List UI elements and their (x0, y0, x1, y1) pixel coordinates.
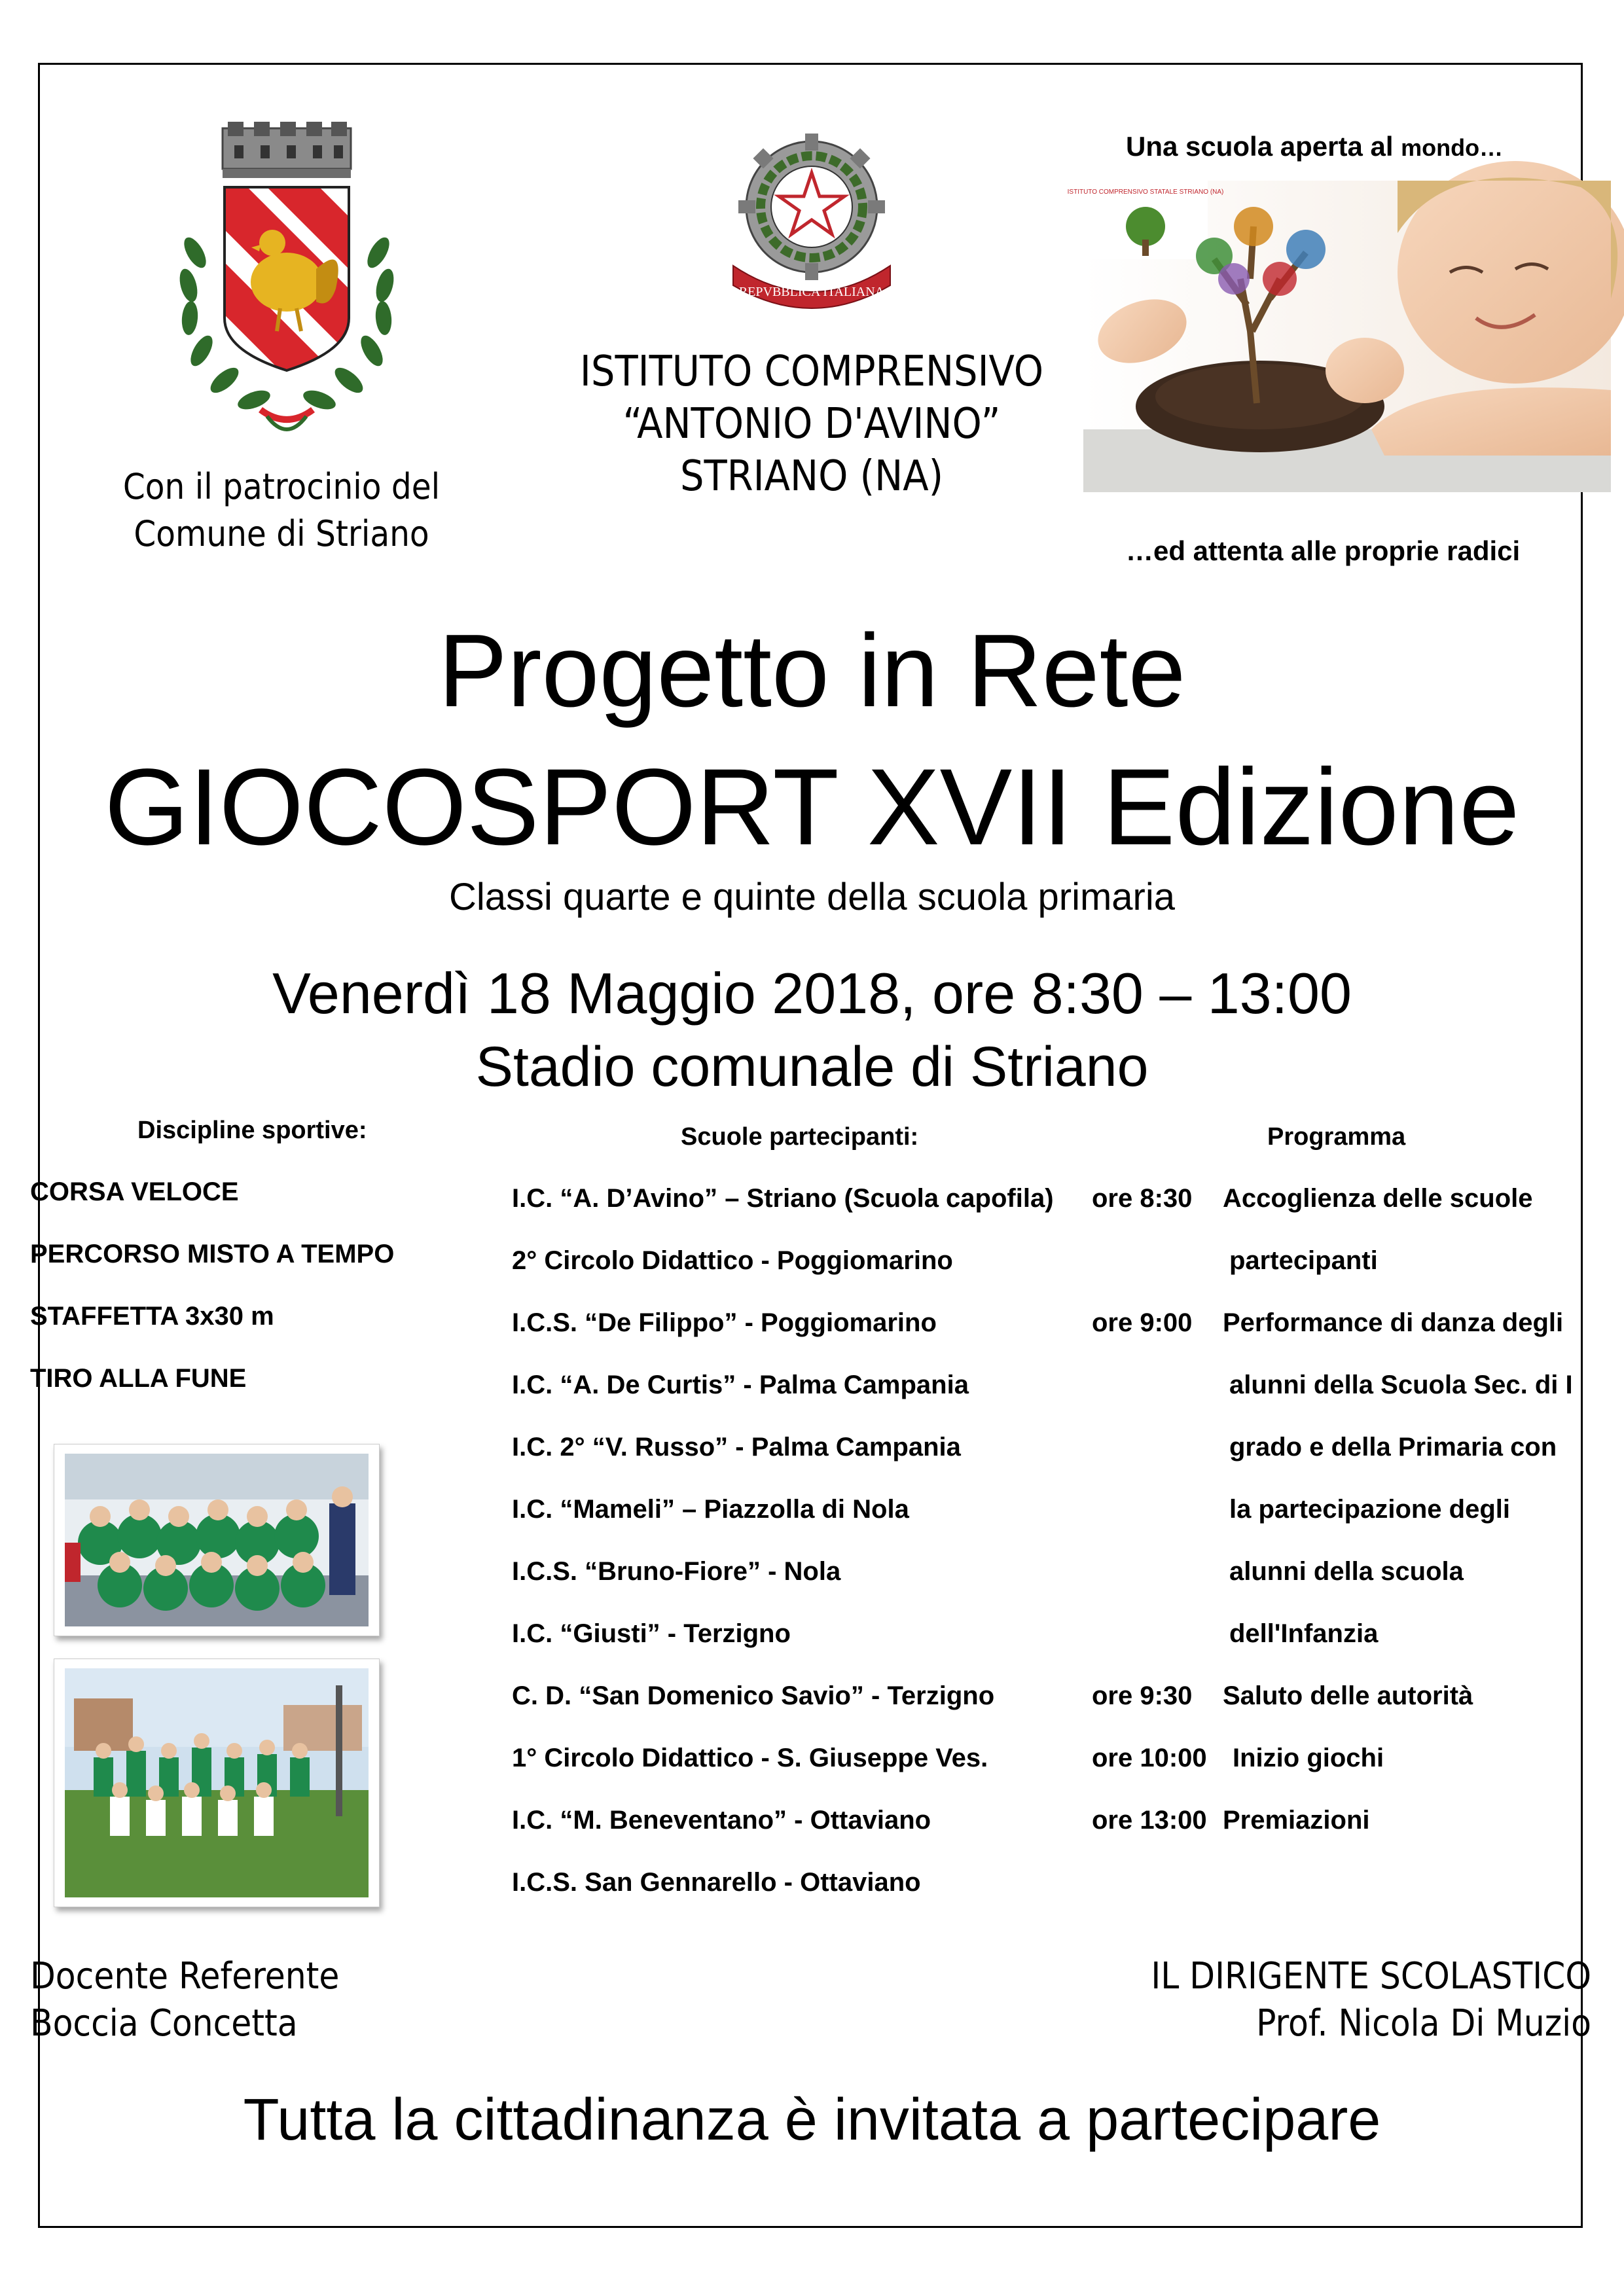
programme-text: grado e della Primaria con (1229, 1433, 1557, 1462)
school-item: I.C. “M. Beneventano” - Ottaviano (512, 1806, 931, 1835)
disciplines-list (30, 1161, 394, 1410)
patronage-text (92, 463, 471, 558)
disciplines-heading: Discipline sportive: (137, 1117, 367, 1144)
programme-text: Saluto delle autorità (1223, 1681, 1473, 1710)
schools-heading: Scuole partecipanti: (681, 1123, 919, 1151)
striano-coat-of-arms (162, 122, 411, 449)
discipline-item: STAFFETTA 3x30 m (30, 1302, 274, 1331)
programme-text: Premiazioni (1223, 1806, 1370, 1835)
principal-role: IL DIRIGENTE SCOLASTICO (1151, 1955, 1591, 1998)
school-item: I.C.S. San Gennarello - Ottaviano (512, 1868, 921, 1897)
team-photo-1 (54, 1444, 380, 1636)
discipline-item: TIRO ALLA FUNE (30, 1364, 247, 1393)
event-date: Venerdì 18 Maggio 2018, ore 8:30 – 13:00 (272, 961, 1352, 1026)
school-name-line-3: STRIANO (NA) (679, 452, 944, 501)
emblem-ribbon-text: REPVBBLICA ITALIANA (738, 285, 885, 299)
school-item: I.C. “A. D’Avino” – Striano (Scuola capofila) (512, 1184, 1054, 1213)
discipline-item: PERCORSO MISTO A TEMPO (30, 1240, 395, 1268)
schools-list (512, 1168, 1054, 1914)
programme-list (1092, 1168, 1573, 1852)
school-item: C. D. “San Domenico Savio” - Terzigno (512, 1681, 995, 1710)
programme-text: dell'Infanzia (1229, 1619, 1379, 1648)
programme-text: Inizio giochi (1233, 1744, 1384, 1772)
italian-republic-emblem (720, 122, 903, 318)
school-item: I.C.S. “De Filippo” - Poggiomarino (512, 1308, 937, 1337)
school-name (537, 346, 1087, 503)
invitation-text: Tutta la cittadinanza è invitata a partecipare (243, 2087, 1381, 2153)
school-item: I.C. 2° “V. Russo” - Palma Campania (512, 1433, 961, 1462)
patronage-line-1: Con il patrocinio del (122, 466, 441, 507)
school-item: I.C.S. “Bruno-Fiore” - Nola (512, 1557, 841, 1586)
school-item: I.C. “Giusti” - Terzigno (512, 1619, 791, 1648)
field-photo (54, 1659, 380, 1907)
slogan-bottom: …ed attenta alle proprie radici (1126, 535, 1521, 566)
subtitle: Classi quarte e quinte della scuola primaria (448, 876, 1176, 918)
principal-signature-block (1151, 1953, 1591, 2047)
school-item: 2° Circolo Didattico - Poggiomarino (512, 1246, 953, 1275)
programme-time: ore 8:30 (1092, 1184, 1193, 1213)
principal-name: Prof. Nicola Di Muzio (1256, 2002, 1591, 2045)
teacher-signature-block (30, 1953, 339, 2047)
school-item: 1° Circolo Didattico - S. Giuseppe Ves. (512, 1744, 988, 1772)
programme-text: la partecipazione degli (1229, 1495, 1511, 1524)
teacher-name: Boccia Concetta (30, 2002, 298, 2045)
school-item: I.C. “A. De Curtis” - Palma Campania (512, 1371, 969, 1399)
teacher-role: Docente Referente (30, 1955, 340, 1998)
programme-time: ore 9:30 (1092, 1681, 1193, 1710)
programme-text: partecipanti (1229, 1246, 1378, 1275)
programme-text: alunni della scuola (1229, 1557, 1464, 1586)
slogan-top-main: Una scuola aperta al (1126, 131, 1394, 162)
school-name-line-2: “ANTONIO D'AVINO” (623, 400, 1001, 448)
slogan-top-small: mondo… (1401, 134, 1504, 161)
programme-text: Performance di danza degli (1223, 1308, 1564, 1337)
discipline-item: CORSA VELOCE (30, 1177, 239, 1206)
programme-time: ore 13:00 (1092, 1806, 1207, 1835)
programme-text: alunni della Scuola Sec. di I (1229, 1371, 1573, 1399)
patronage-line-2: Comune di Striano (134, 513, 429, 554)
slogan-top (1126, 131, 1584, 162)
programme-time: ore 9:00 (1092, 1308, 1193, 1337)
child-planting-tree-photo (1067, 181, 1611, 492)
mini-logo-text: ISTITUTO COMPRENSIVO STATALE STRIANO (NA) (1067, 188, 1224, 196)
programme-time: ore 10:00 (1092, 1744, 1207, 1772)
title-line-1: Progetto in Rete (438, 613, 1186, 728)
title-line-2: GIOCOSPORT XVII Edizione (104, 747, 1520, 868)
school-name-line-1: ISTITUTO COMPRENSIVO (579, 348, 1044, 396)
event-venue: Stadio comunale di Striano (475, 1035, 1149, 1098)
programme-heading: Programma (1267, 1123, 1406, 1151)
school-item: I.C. “Mameli” – Piazzolla di Nola (512, 1495, 909, 1524)
programme-text: Accoglienza delle scuole (1223, 1184, 1533, 1213)
